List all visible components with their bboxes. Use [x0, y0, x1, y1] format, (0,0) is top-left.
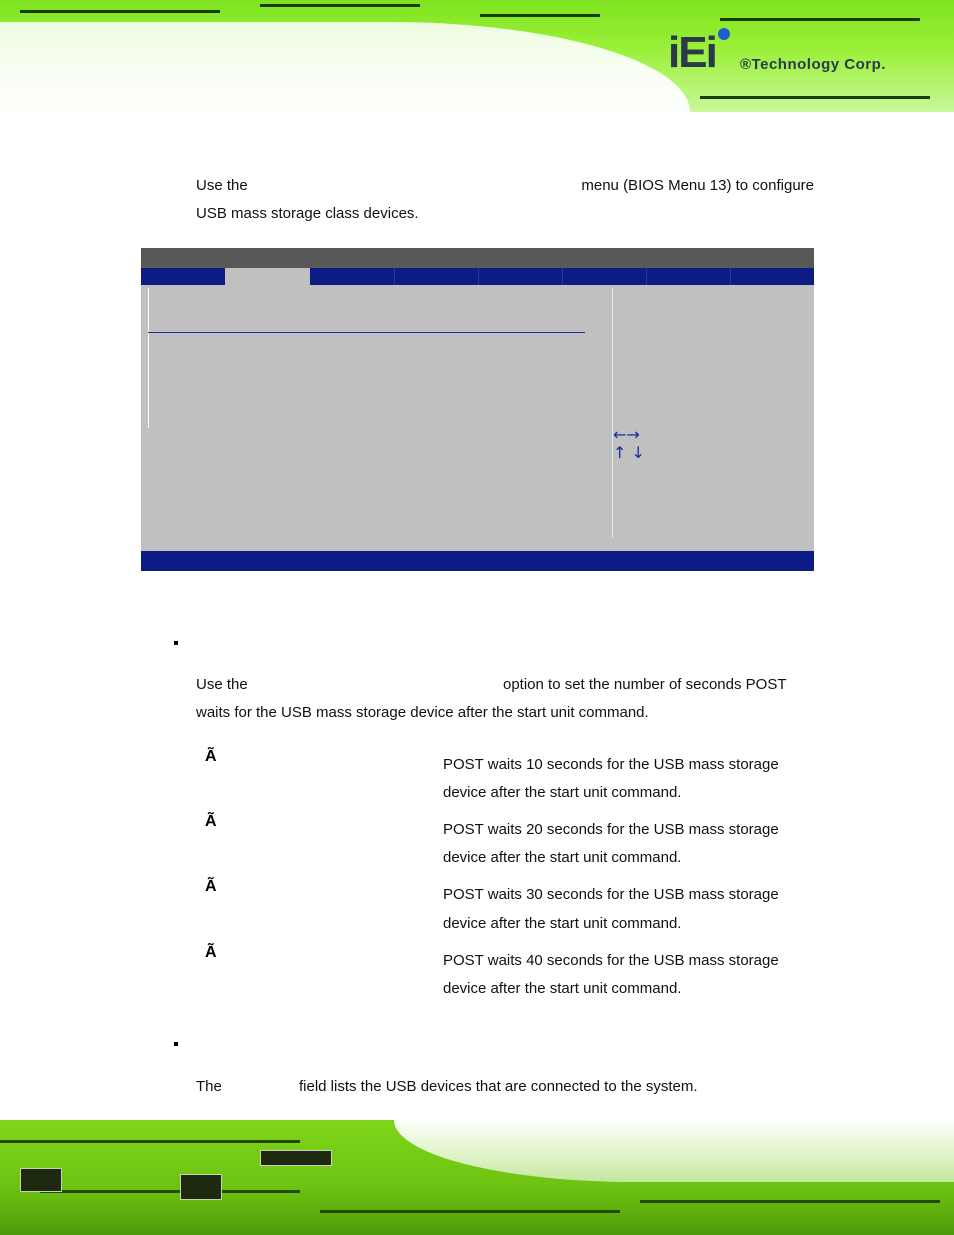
option-40s-line1: POST waits 40 seconds for the USB mass storage [443, 952, 779, 969]
option-30s-line1: POST waits 30 seconds for the USB mass storage [443, 886, 779, 903]
bios-tab-separator [646, 268, 647, 285]
header-fade [0, 22, 690, 112]
bios-title-bar [141, 248, 814, 268]
left-right-arrows-icon: ←→ [613, 425, 640, 444]
option-30s-line2: device after the start unit command. [443, 915, 682, 932]
section1-line2: waits for the USB mass storage device after the start unit command. [196, 704, 649, 721]
bios-key-legend [613, 426, 653, 462]
circuit-trace [640, 1200, 940, 1203]
section1-use-the: Use the [196, 676, 248, 693]
company-logo [668, 28, 928, 80]
bios-tab-separator [730, 268, 731, 285]
circuit-trace [720, 18, 920, 21]
circuit-trace [260, 4, 420, 7]
chip-graphic [260, 1150, 332, 1166]
option-10s-line1: POST waits 10 seconds for the USB mass storage [443, 756, 779, 773]
logo-mark: iEi [668, 28, 716, 77]
bios-tab-separator [478, 268, 479, 285]
intro-use-the: Use the [196, 177, 248, 194]
intro-menu-text: menu (BIOS Menu 13) to configure [581, 177, 814, 194]
bios-tab-separator [394, 268, 395, 285]
option-10s-line2: device after the start unit command. [443, 784, 682, 801]
footer-banner [0, 1120, 954, 1235]
arrow-icon: Ã [205, 813, 217, 830]
intro-line2: USB mass storage class devices. [196, 205, 419, 222]
circuit-trace [40, 1190, 300, 1193]
logo-text: ®Technology Corp. [740, 56, 886, 73]
bios-menu-screen [141, 248, 814, 571]
chip-graphic [20, 1168, 62, 1192]
bios-status-bar [141, 551, 814, 571]
bios-tab-separator [562, 268, 563, 285]
section2-field-text: field lists the USB devices that are connected to the system. [299, 1078, 698, 1095]
chip-graphic [180, 1174, 222, 1200]
option-40s-line2: device after the start unit command. [443, 980, 682, 997]
bios-help-separator [612, 288, 613, 538]
arrow-icon: Ã [205, 944, 217, 961]
bios-frame-line [148, 288, 149, 428]
section1-option-text: option to set the number of seconds POST [503, 676, 787, 693]
arrow-icon: Ã [205, 878, 217, 895]
circuit-trace [20, 10, 220, 13]
section2-the: The [196, 1078, 222, 1095]
circuit-trace [320, 1210, 620, 1213]
logo-dot [718, 28, 730, 40]
circuit-trace [0, 1140, 300, 1143]
arrow-icon: Ã [205, 748, 217, 765]
bullet-icon [174, 1042, 178, 1046]
circuit-trace [700, 96, 930, 99]
header-banner [0, 0, 954, 112]
bullet-icon [174, 641, 178, 645]
up-down-arrows-icon: ↑ ↓ [613, 443, 645, 462]
option-20s-line2: device after the start unit command. [443, 849, 682, 866]
bios-tab-selected[interactable] [225, 268, 310, 285]
bios-divider-line [148, 332, 585, 333]
option-20s-line1: POST waits 20 seconds for the USB mass storage [443, 821, 779, 838]
footer-fade [394, 1120, 954, 1182]
circuit-trace [480, 14, 600, 17]
